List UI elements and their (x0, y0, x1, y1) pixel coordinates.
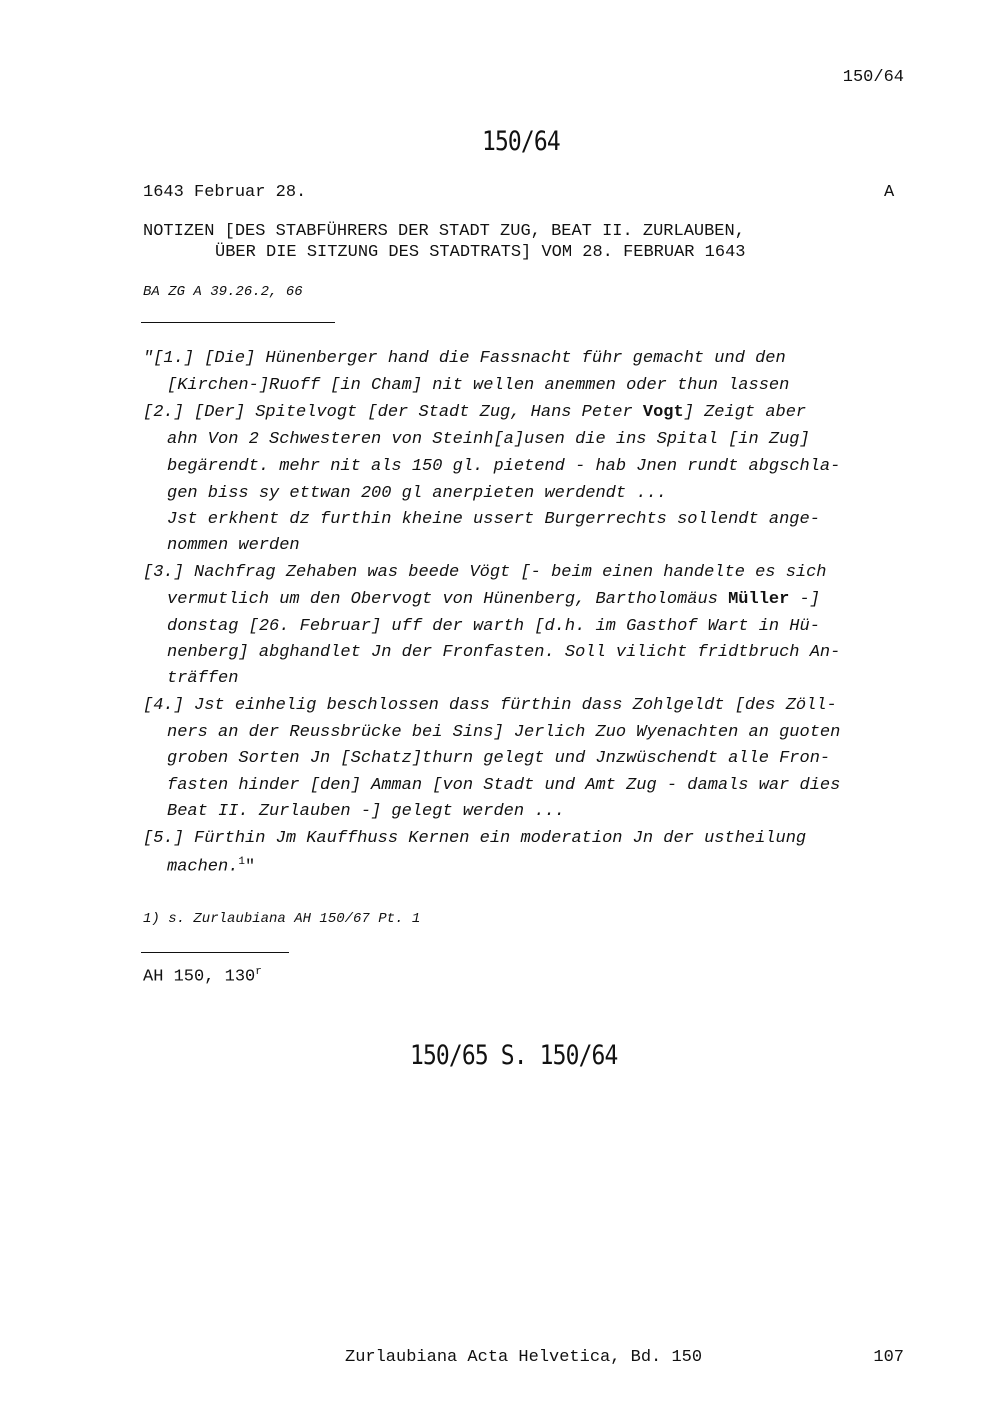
archive-reference-sup: r (255, 966, 262, 978)
entry-heading-line1: NOTIZEN [DES STABFÜHRERS DER STADT ZUG, BEAT II. ZURLAUBEN, (143, 222, 745, 241)
body-line: [Kirchen-]Ruoff [in Cham] nit wellen anemmen oder thun lassen (167, 376, 790, 395)
body-text: ] Zeigt aber (683, 403, 807, 422)
body-line: [4.] Jst einhelig beschlossen dass fürthin dass Zohlgeldt [des Zöll- (143, 696, 837, 715)
footnote-marker: 1 (238, 856, 246, 868)
body-line: träffen (167, 669, 239, 688)
body-line: Jst erkhent dz furthin kheine ussert Burgerrechts sollendt ange- (167, 510, 820, 529)
body-text: vermutlich um den Obervogt von Hünenberg, Bartholomäus (167, 590, 729, 609)
archive-reference (143, 966, 262, 987)
footnote: 1) s. Zurlaubiana AH 150/67 Pt. 1 (143, 911, 421, 927)
person-name: Müller (728, 590, 790, 609)
body-line: "[1.] [Die] Hünenberger hand die Fassnacht führ gemacht und den (143, 349, 786, 368)
body-line: groben Sorten Jn [Schatz]thurn gelegt und Jnzwüschendt alle Fron- (167, 749, 831, 768)
body-line: [3.] Nachfrag Zehaben was beede Vögt [- beim einen handelte es sich (143, 563, 827, 582)
body-line (167, 590, 820, 609)
entry-heading-line2: ÜBER DIE SITZUNG DES STADTRATS] VOM 28. FEBRUAR 1643 (215, 243, 746, 262)
body-line: fasten hinder [den] Amman [von Stadt und Amt Zug - damals war dies (167, 776, 841, 795)
footnote-divider (141, 952, 289, 953)
body-line (167, 856, 255, 877)
cross-reference: 150/65 S. 150/64 (410, 1040, 618, 1071)
body-line: ahn Von 2 Schwesteren von Steinh[a]usen die ins Spital [in Zug] (167, 430, 810, 449)
source-reference: BA ZG A 39.26.2, 66 (143, 284, 303, 300)
body-line: begärendt. mehr nit als 150 gl. pietend - hab Jnen rundt abgschla- (167, 457, 841, 476)
body-text: -] (789, 590, 820, 609)
body-line: gen biss sy ettwan 200 gl anerpieten werdendt ... (167, 484, 667, 503)
page-ref: 150/64 (842, 68, 904, 87)
body-line: donstag [26. Februar] uff der warth [d.h. im Gasthof Wart in Hü- (167, 617, 820, 636)
body-line (143, 403, 806, 422)
footer-publication: Zurlaubiana Acta Helvetica, Bd. 150 (345, 1348, 703, 1367)
body-text: machen. (167, 857, 239, 877)
entry-marker: A (884, 183, 895, 202)
body-line: Beat II. Zurlauben -] gelegt werden ... (167, 802, 565, 821)
body-line: [5.] Fürthin Jm Kauffhuss Kernen ein moderation Jn der ustheilung (143, 829, 807, 848)
archive-reference-text: AH 150, 130 (143, 967, 256, 987)
body-text: " (245, 857, 256, 877)
person-name: Vogt (642, 403, 684, 422)
body-line: nommen werden (167, 536, 300, 555)
body-line: ners an der Reussbrücke bei Sins] Jerlich Zuo Wyenachten an guoten (167, 723, 841, 742)
body-line: nenberg] abghandlet Jn der Fronfasten. Soll vilicht fridtbruch An- (167, 643, 841, 662)
footer-page-number: 107 (873, 1348, 904, 1367)
document-title: 150/64 (482, 126, 560, 157)
body-text: [2.] [Der] Spitelvogt [der Stadt Zug, Hans Peter (143, 403, 643, 422)
source-divider (141, 322, 335, 323)
entry-date: 1643 Februar 28. (143, 183, 307, 202)
